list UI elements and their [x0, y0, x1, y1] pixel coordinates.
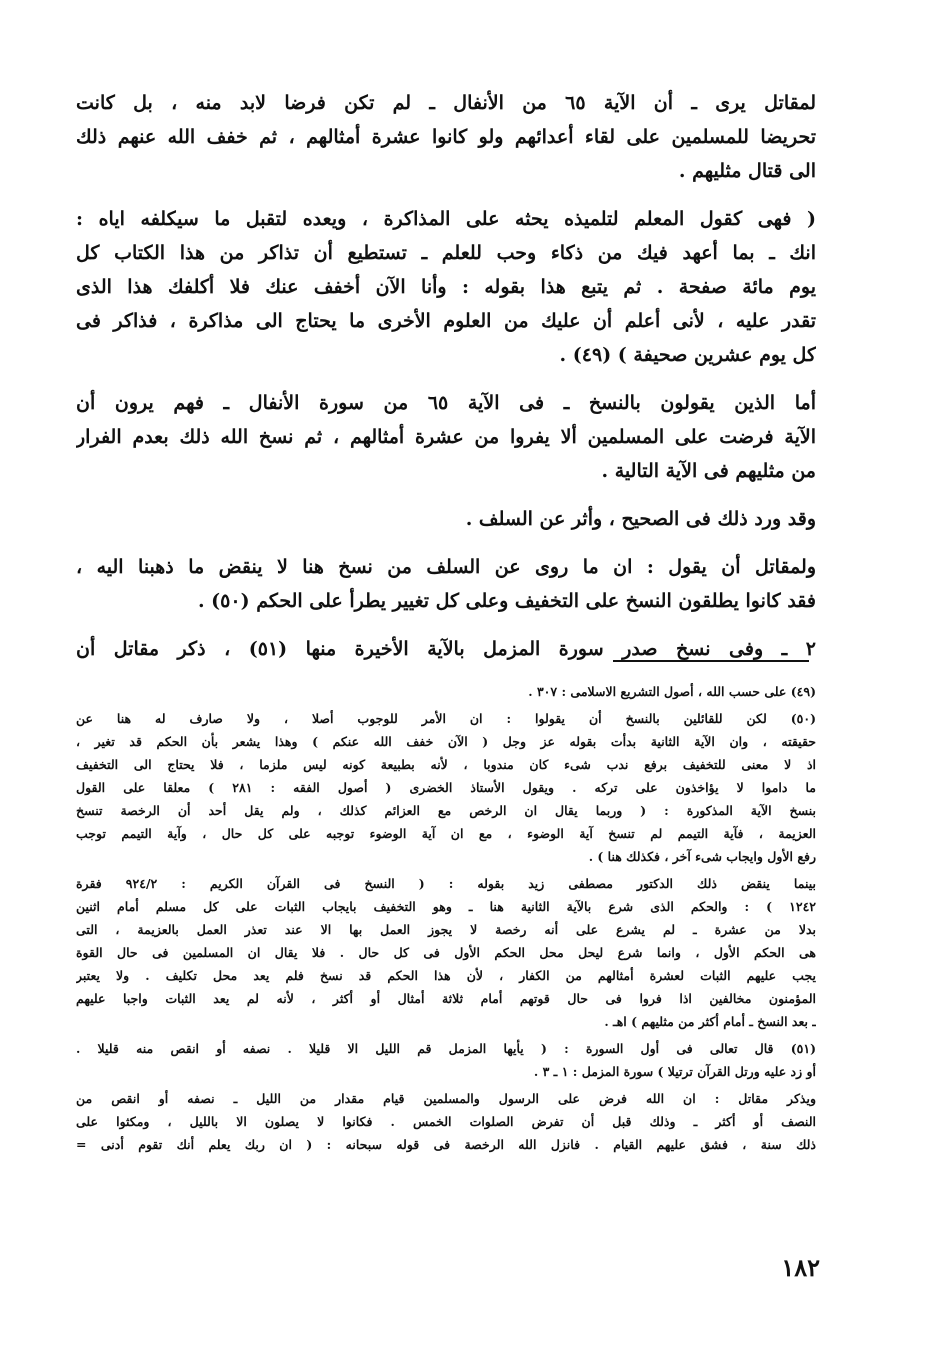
text-line: الى قتال مثليهم . [678, 160, 816, 182]
text-line: من مثليهم فى الآية التالية . [601, 460, 816, 482]
footnote-line: اذ لا معنى للتخفيف برفع ندب شىء كان مندوبا ، لأنه بطبيعة كونه ليس ملزما ، فلا يحتاج الى التخفيف [76, 757, 816, 772]
footnote-line: أو زد عليه ورتل القرآن ترتيلا ) سورة المزمل : ١ ـ ٣ . [533, 1064, 816, 1079]
footnote-49 [76, 680, 816, 703]
footnote-50-continued [76, 872, 816, 1033]
footnote-line: ١٢٤٢ ) : والحكم الذى شرع بالآية الثانية هنا ـ وهو التخفيف بايجاب الثبات على كل مسلم أمام اثنين [76, 899, 816, 914]
text-line: انك ـ بما أعهد فيك من ذكاء وحب للعلم ـ تستطيع أن تذاكر من هذا الكتاب كل [76, 242, 816, 264]
footnote-line: رفع الأول وايجاب شىء آخر ، فكذلك هنا ) . [588, 849, 816, 864]
footnote-line: يجب عليهم الثبات لعشرة أمثالهم من الكفار ، لأن هذا الحكم قد نسخ فلم يعد محل تكليف . ولا يعتبر [76, 968, 816, 983]
footnote-separator [613, 660, 809, 662]
text-line: تقدر عليه ، لأنى أعلم أن عليك من العلوم الأخرى ما يحتاج الى مذاكرة ، فذاكر فى [76, 310, 816, 332]
footnote-line: ـ بعد النسخ ـ أمام أكثر من مثليهم ) اهـ . [604, 1014, 816, 1029]
footnote-line: ذلك سنة ، فشق عليهم القيام . فانزل الله الرخصة فى قوله سبحانه : ( ان ربك يعلم أنك تقوم أدنى = [76, 1137, 816, 1152]
footnote-51 [76, 1037, 816, 1083]
text-line: الآية فرضت على المسلمين ألا يفروا من عشرة أمثالهم ، ثم نسخ الله ذلك بعدم الفرار [76, 426, 816, 448]
footnote-line: حقيقته ، وان الآية الثانية بدأت بقوله عز وجل ( الآن خفف الله عنكم ) وهذا يشعر بأن الحكم قد تغير ، [76, 734, 816, 749]
footnote-line: العزيمة ، فآية التيمم لم تنسخ آية الوضوء ، مع ان آية الوضوء توجبه على كل حال ، وآية التيمم توجب [76, 826, 816, 841]
footnote-line: ويذكر مقاتل : ان الله فرض على الرسول والمسلمين قيام مقدار من الليل ـ نصفه أو انقص من [76, 1091, 816, 1106]
text-line: ٢ ـ وفى نسخ صدر سورة المزمل بالآية الأخيرة منها (٥١) ، ذكر مقاتل أن [76, 638, 816, 660]
paragraph-3 [76, 386, 816, 488]
footnote-51-continued [76, 1087, 816, 1156]
text-line: تحريضا للمسلمين على لقاء أعدائهم ولو كانوا عشرة أمثالهم ، ثم خفف الله عنهم ذلك [76, 126, 816, 148]
footnote-line: (٤٩) على حسب الله ، أصول التشريع الاسلامى : ٣٠٧ . [528, 684, 816, 699]
footnote-line: بدلا من عشرة ـ لم يشرع على أنه رخصة لا يجوز العمل بها الا عند تعذر العمل بالعزيمة ، التى [76, 922, 816, 937]
text-line: كل يوم عشرين صحيفة ) (٤٩) . [559, 344, 816, 366]
paragraph-4 [76, 502, 816, 536]
footnote-line: هى الحكم الأول ، وانما شرع ليحل محل الحكم الأول فى كل حال . فلا يقال ان المسلمين فى حال القوة [76, 945, 816, 960]
text-line: فقد كانوا يطلقون النسخ على التخفيف وعلى كل تغيير يطرأ على الحكم (٥٠) . [197, 590, 816, 612]
footnote-line: المؤمنون مخالفين اذا فروا فى حال قوتهم أمام ثلاثة أمثال أو أكثر ، لأنه لم يعد الثبات واجبا عليهم [76, 991, 816, 1006]
text-line: ( فهى كقول المعلم لتلميذه يحثه على المذاكرة ، ويعده لتقبل ما سيكلفه اياه : [76, 208, 816, 230]
page-number: ١٨٢ [781, 1253, 820, 1282]
text-line: لمقاتل يرى ـ أن الآية ٦٥ من الأنفال ـ لم تكن فرضا لابد منه ، بل كانت [76, 92, 816, 114]
footnote-line: (٥٠) لكن للقائلين بالنسخ أن يقولوا : ان الأمر للوجوب أصلا ، ولا صارف له هنا عن [76, 711, 816, 726]
footnote-line: بنسخ الآية المذكورة : ( وربما يقال ان الرخص مع العزائم كذلك ، ولم يقل أحد أن الرخصة تنسخ [76, 803, 816, 818]
text-line: يوم مائة صفحة . ثم يتبع هذا بقوله : وأنا الآن أخفف عنك فلا أكلفك هذا الذى [76, 276, 816, 298]
footnote-line: النصف أو أكثر ـ وذلك قبل أن تفرض الصلوات الخمس . فكانوا لا يصلون الا بالليل ، ومكثوا على [76, 1114, 816, 1129]
footnotes [76, 680, 816, 1156]
text-line: أما الذين يقولون بالنسخ ـ فى الآية ٦٥ من سورة الأنفال ـ فهم يرون أن [76, 392, 816, 414]
footnote-line: بينما ينقض ذلك الدكتور مصطفى زيد بقوله : ( النسخ فى القرآن الكريم : ٩٢٤/٢ فقرة [76, 876, 816, 891]
paragraph-2 [76, 202, 816, 372]
footnote-50 [76, 707, 816, 868]
paragraph-5 [76, 550, 816, 618]
text-line: وقد ورد ذلك فى الصحيح ، وأثر عن السلف . [465, 508, 816, 530]
paragraph-1 [76, 86, 816, 188]
footnote-line: (٥١) قال تعالى فى أول السورة : ( يأيها المزمل قم الليل الا قليلا . نصفه أو انقص منه قليلا . [76, 1041, 816, 1056]
main-text [76, 86, 816, 666]
text-line: ولمقاتل أن يقول : ان ما روى عن السلف من نسخ هنا لا ينقض ما ذهبنا اليه ، [76, 556, 816, 578]
footnote-line: ما داموا لا يؤاخذون على تركه . ويقول الأستاذ الخضرى ( أصول الفقه : ٢٨١ ) معلقا على القول [76, 780, 816, 795]
